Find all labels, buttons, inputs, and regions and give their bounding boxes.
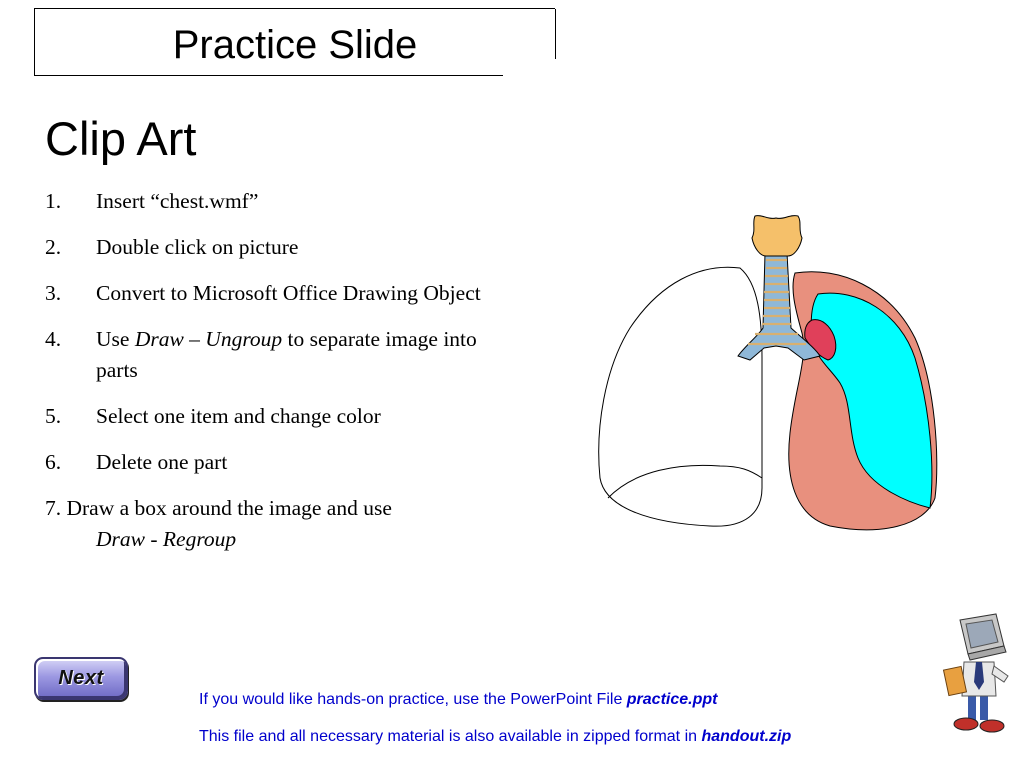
step-text-post: to separate image into parts xyxy=(96,327,477,382)
step-number: 4. xyxy=(45,327,62,351)
list-item xyxy=(45,278,485,309)
step-number: 5. xyxy=(45,404,62,428)
list-item xyxy=(45,324,485,386)
practice-file-name: practice.ppt xyxy=(626,691,718,708)
step-text: Draw a box around the image and use xyxy=(61,496,392,520)
lung-right-shape xyxy=(599,267,762,526)
list-item xyxy=(45,447,485,478)
step-text-pre: Use xyxy=(96,327,135,351)
next-button[interactable] xyxy=(34,657,128,700)
step-number: 2. xyxy=(45,235,62,259)
next-button-label: Next xyxy=(58,667,104,689)
practice-note-text: If you would like hands-on practice, use the PowerPoint File xyxy=(199,691,627,708)
larynx-shape xyxy=(752,216,802,256)
step-text: Convert to Microsoft Office Drawing Object xyxy=(96,281,481,305)
step-number: 1. xyxy=(45,189,62,213)
step-number: 6. xyxy=(45,450,62,474)
step-command: Draw - Regroup xyxy=(96,527,237,551)
step-text: Delete one part xyxy=(96,450,228,474)
slide-title-box xyxy=(34,8,555,76)
list-item xyxy=(45,401,485,432)
step-number: 3. xyxy=(45,281,62,305)
step-number: 7. xyxy=(45,496,62,520)
handout-note-text: This file and all necessary material is also available in zipped format in xyxy=(199,728,702,745)
chest-clipart xyxy=(590,208,950,538)
computer-mascot-icon xyxy=(938,612,1018,740)
step-text: Double click on picture xyxy=(96,235,299,259)
list-item xyxy=(45,232,485,263)
practice-note xyxy=(199,690,717,710)
list-item xyxy=(45,493,485,555)
step-text: Insert “chest.wmf” xyxy=(96,189,259,213)
steps-list xyxy=(45,186,485,570)
list-item xyxy=(45,186,485,217)
handout-file-name: handout.zip xyxy=(701,728,792,745)
slide-title: Practice Slide xyxy=(172,23,418,67)
step-text: Select one item and change color xyxy=(96,404,381,428)
step-command: Draw – Ungroup xyxy=(134,327,283,351)
section-heading: Clip Art xyxy=(45,112,197,165)
handout-note xyxy=(199,727,791,747)
